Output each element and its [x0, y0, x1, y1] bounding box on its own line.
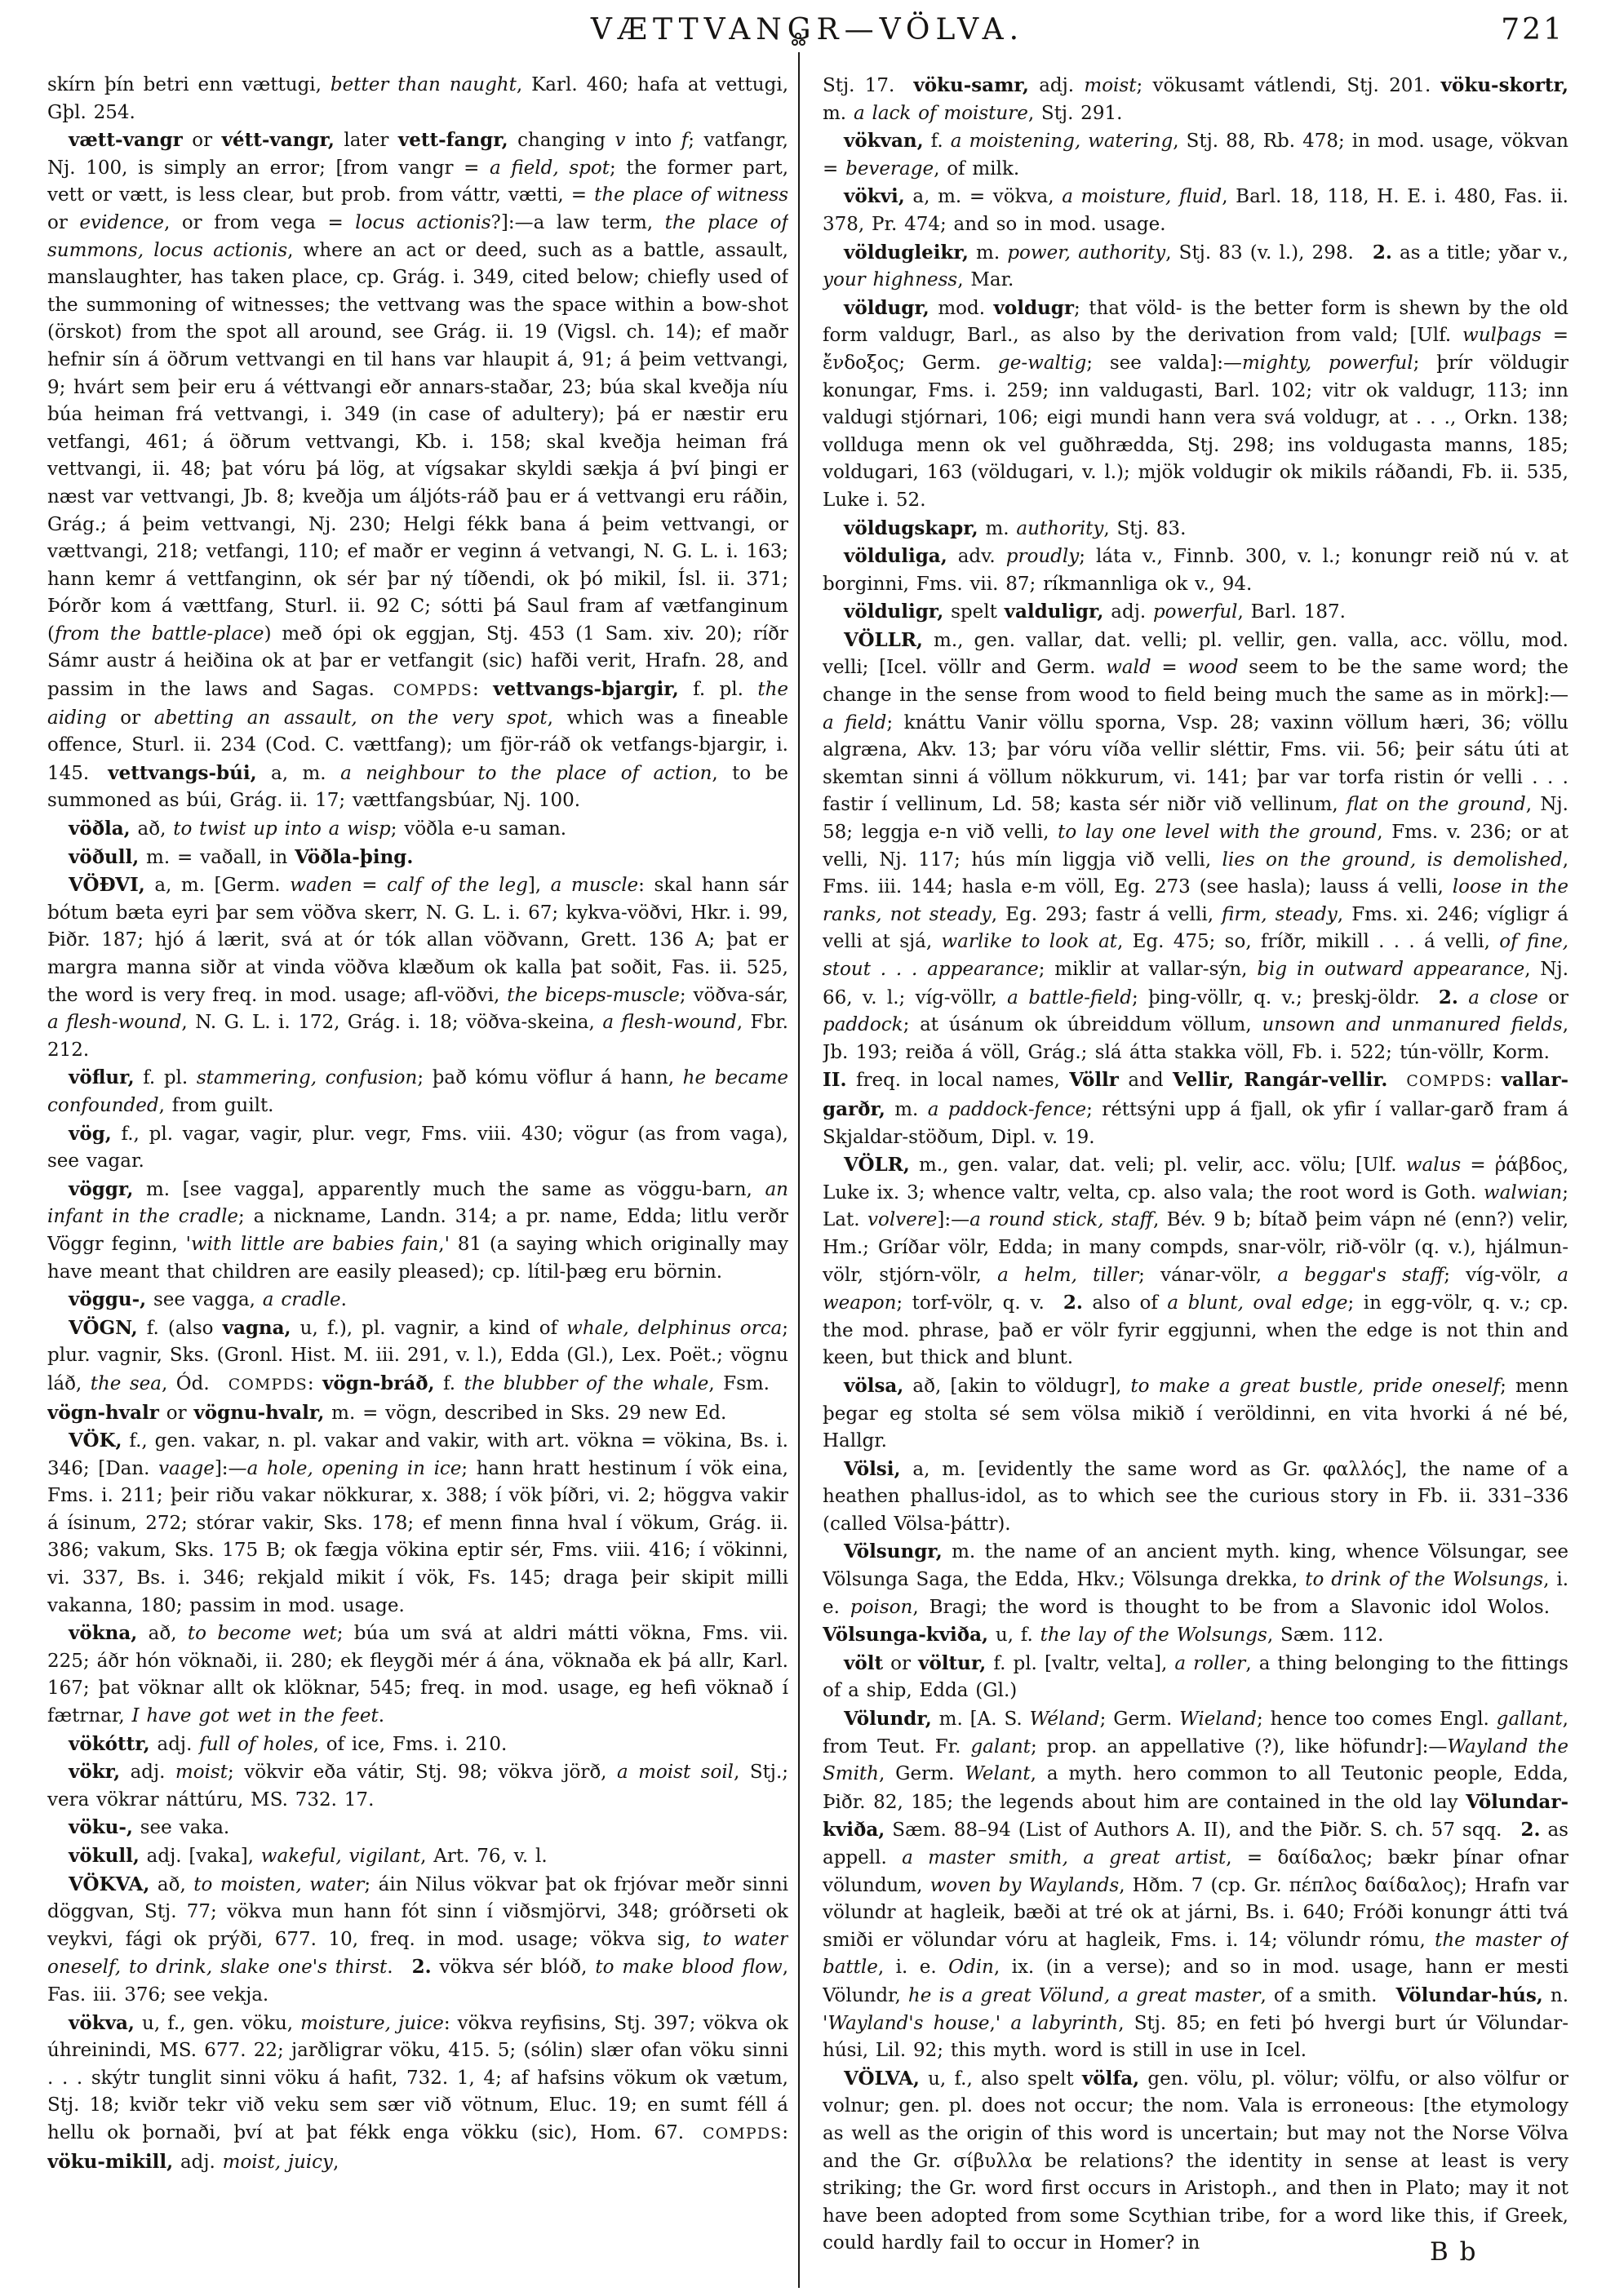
right-column	[823, 72, 1568, 2288]
trefoil-ornament-icon	[791, 33, 807, 47]
dictionary-entry: vöggu-, see vagga, a cradle.	[69, 1288, 347, 1311]
dictionary-entry: völduligr, spelt valduligr, adj. powerful, Barl. 187.	[844, 601, 1346, 623]
dictionary-entry: völdugskapr, m. authority, Stj. 83.	[844, 516, 1187, 539]
dictionary-entry: vökna, að, to become wet; búa um svá at aldri mátti vökna, Fms. vii. 225; áðr hón vöknaði, ii. 280; ek fleygði mér á ána, vöknaða ek þá allr, Karl. 167; þat vöknar allt ok klöknar, 545; freq. in mod. usage, eg hefi vöknað í fætrnar, I have got wet in the feet.	[47, 1622, 788, 1727]
page-number: 721	[1501, 13, 1564, 47]
dictionary-entry: Völsi, a, m. [evidently the same word as Gr. φαλλός], the name of a heathen phallus-idol, as to which see the curious story in Fb. ii. 331–336 (called Völsa-þáttr).	[823, 1457, 1568, 1535]
dictionary-entry: VÖLVA, u, f., also spelt völfa, gen. völu, pl. völur; völfu, or also völfur or volnur; gen. pl. does not occur; the nom. Vala is erroneous: [the etymology as well as the origin of this word is uncertain; but may not the Norse Völva and the Gr. σίβυλλα be relations? the identity in sense at least is very striking; the Gr. word first occurs in Aristoph., and then in Plato; may it not have been adopted from some Scythian tribe, for a word like this, if Greek, could hardly fail to occur in Homer? in	[823, 2067, 1568, 2254]
dictionary-entry: vætt-vangr or vétt-vangr, later vett-fangr, changing v into f; vatfangr, Nj. 100, is simply an error; [from vangr = a field, spot; the former part, vett or vætt, is less clear, but prob. from váttr, vætti, = the place of witness or evidence, or from vega = locus actionis?]:—a law term, the place of summons, locus actionis, where an act or deed, such as a battle, assault, manslaughter, has taken place, cp. Grág. i. 349, cited below; chiefly used of the summoning of witnesses; the vettvang was the space within a bow-shot (örskot) from the spot all around, see Grág. ii. 19 (Vigsl. ch. 14); ef maðr hefnir sín á öðrum vettvangi en til hans var hlaupit á, 91; á þeim vettvangi, 9; hvárt sem þeir eru á véttvangi eðr annars-staðar, 23; búa skal kveðja níu búa heiman frá vettvangi, i. 349 (in case of adultery); þá er næstir eru vetfangi, 461; á öðrum vettvangi, Kb. i. 158; skal kveðja heiman frá vettvangi, ii. 48; þat vóru þá lög, at vígsakar skyldi sækja á því þingi er næst var vettvangi, Jb. 8; kveðja um áljóts-ráð þau er á vettvangi eru ráðin, Grág.; á þeim vettvangi, Nj. 230; Helgi fékk bana á þeim vettvangi, or vættvangi, 218; vetfangi, 110; ef maðr er veginn á vetvangi, N. G. L. i. 163; hann kemr á vettfanginn, ok sér þar ný tíðendi, ok þó mikil, Ísl. ii. 371; Þórðr kom á vættfang, Sturl. ii. 92 C; sótti þá Saul fram af vætfanginum (from the battle-place) með ópi ok eggjan, Stj. 453 (1 Sam. xiv. 20); ríðr Sámr austr á heiðina ok at þar er vetfangit (sic) hafði verit, Hrafn. 28, and passim in the laws and Sagas. COMPDS: vettvangs-bjargir, f. pl. the aiding or abetting an assault, on the very spot, which was a fineable offence, Sturl. ii. 234 (Cod. C. vættfang); um fjör-ráð ok vetfangs-bjargir, i. 145. vettvangs-búi, a, m. a neighbour to the place of action, to be summoned as búi, Grág. ii. 17; vættfangsbúar, Nj. 100.	[47, 129, 788, 812]
dictionary-entry: vökr, adj. moist; vökvir eða vátir, Stj. 98; vökva jörð, a moist soil, Stj.; vera vökrar náttúru, MS. 732. 17.	[47, 1761, 788, 1811]
dictionary-entry: vöku-, see vaka.	[69, 1816, 230, 1839]
dictionary-entry: VÖÐVI, a, m. [Germ. waden = calf of the leg], a muscle: skal hann sár bótum bæta eyri þar sem vöðva skerr, N. G. L. i. 67; kykva-vöðvi, Hkr. i. 99, Þiðr. 187; hjó á lærit, svá at ór tók allan vöðvann, Grett. 136 A; þat er margra manna siðr at vinda vöðva klæðum ok kalla þat soðit, Fas. ii. 525, the word is very freq. in mod. usage; afl-vöðvi, the biceps-muscle; vöðva-sár, a flesh-wound, N. G. L. i. 172, Grág. i. 18; vöðva-skeina, a flesh-wound, Fbr. 212.	[47, 874, 788, 1061]
dictionary-entry: völdugleikr, m. power, authority, Stj. 83 (v. l.), 298. 2. as a title; yðar v., your highness, Mar.	[823, 241, 1568, 291]
dictionary-entry: Stj. 17. vöku-samr, adj. moist; vökusamt vátlendi, Stj. 201. vöku-skortr, m. a lack of moisture, Stj. 291.	[823, 74, 1568, 124]
dictionary-entry: vökóttr, adj. full of holes, of ice, Fms. i. 210.	[69, 1732, 508, 1755]
printer-signature: B b	[1430, 2237, 1478, 2267]
dictionary-entry: völsa, að, [akin to völdugr], to make a great bustle, pride oneself; menn þegar eg stolta sé sem völsa mikið í veröldinni, en vita hvorki á né bé, Hallgr.	[823, 1374, 1568, 1452]
dictionary-entry: vöggr, m. [see vagga], apparently much the same as vöggu-barn, an infant in the cradle; a nickname, Landn. 314; a pr. name, Edda; litlu verðr Vöggr feginn, 'with little are babies fain,' 81 (a saying which originally may have meant that children are easily pleased); cp. lítil-þæg eru börnin.	[47, 1177, 788, 1283]
dictionary-entry: vög, f., pl. vagar, vagir, plur. vegr, Fms. viii. 430; vögur (as from vaga), see vagar.	[47, 1122, 788, 1172]
dictionary-entry: völt or völtur, f. pl. [valtr, velta], a roller, a thing belonging to the fittings of a ship, Edda (Gl.)	[823, 1651, 1568, 1702]
column-divider-rule	[798, 52, 800, 2288]
dictionary-entry: VÖLLR, m., gen. vallar, dat. velli; pl. vellir, gen. valla, acc. völlu, mod. velli; [Icel. völlr and Germ. wald = wood seem to be the same word; the change in the sense from wood to field being much the same as in mörk]:—a field; knáttu Vanir völlu sporna, Vsp. 28; vaxinn völlum hæri, 36; völlu algræna, Akv. 13; þar vóru víða vellir sléttir, Fms. vii. 56; þeir sátu úti at skemtan sinni á völlum nökkurum, vi. 141; þar var torfa ristin ór velli . . . fastir í vellinum, Ld. 58; kasta sér niðr við vellinum, flat on the ground, Nj. 58; leggja e-n við velli, to lay one level with the ground, Fms. v. 236; or at velli, Nj. 117; hús mín liggja við velli, lies on the ground, is demolished, Fms. iii. 144; hasla e-m völl, Eg. 273 (see hasla); lauss á velli, loose in the ranks, not steady, Eg. 293; fastr á velli, firm, steady, Fms. xi. 246; vígligr á velli at sjá, warlike to look at, Eg. 475; so, fríðr, mikill . . . á velli, of fine, stout . . . appearance; miklir at vallar-sýn, big in outward appearance, Nj. 66, v. l.; víg-völlr, a battle-field; þing-völlr, q. v.; þreskj-öldr. 2. a close or paddock; at úsánum ok úbreiddum völlum, unsown and unmanured fields, Jb. 193; reiða á völl, Grág.; slá átta stakka völl, Fb. i. 522; tún-völlr, Korm. II. freq. in local names, Völlr and Vellir, Rangár-vellir. COMPDS: vallar-garðr, m. a paddock-fence; réttsýni upp á fjall, ok yfir í vallar-garð fram á Skjaldar-stöðum, Dipl. v. 19.	[823, 628, 1568, 1148]
left-column	[47, 72, 788, 2288]
dictionary-entry: VÖLR, m., gen. valar, dat. veli; pl. velir, acc. völu; [Ulf. walus = ῥάβδος, Luke ix. 3; whence valtr, velta, cp. also vala; the root word is Goth. walwian; Lat. volvere]:—a round stick, staff, Bév. 9 b; bítað þeim vápn né (enn?) velir, Hm.; Gríðar völr, Edda; in many compds, snar-völr, rið-völr (q. v.), hjálmun-völr, stjórn-völr, a helm, tiller; vánar-völr, a beggar's staff; víg-völr, a weapon; torf-völr, q. v. 2. also of a blunt, oval edge; in egg-völr, q. v.; cp. the mod. phrase, það er völr fyrir eggjunni, when the edge is not thin and keen, but thick and blunt.	[823, 1154, 1568, 1369]
dictionary-entry: Völsungr, m. the name of an ancient myth. king, whence Völsungar, see Völsunga Saga, the Edda, Hkv.; Völsunga drekka, to drink of the Wolsungs, i. e. poison, Bragi; the word is thought to be from a Slavonic idol Wolos. Völsunga-kviða, u, f. the lay of the Wolsungs, Sæm. 112.	[823, 1540, 1568, 1647]
dictionary-entry: vöðull, m. = vaðall, in Vöðla-þing.	[69, 845, 414, 868]
dictionary-entry: vökvan, f. a moistening, watering, Stj. 88, Rb. 478; in mod. usage, vökvan = beverage, of milk.	[823, 130, 1568, 180]
dictionary-entry: völdugr, mod. voldugr; that völd- is the better form is shewn by the old form valdugr, Barl., as also by the derivation from vald; [Ulf. wulþags = ἔνδοξος; Germ. ge-waltig; see valda]:—mighty, powerful; þrír völdugir konungar, Fms. i. 259; inn valdugasti, Barl. 102; vitr ok valdugr, 113; inn valdugi stjórnari, 106; eigi mundi hann vera svá voldugr, at . . ., Orkn. 138; vollduga menn ok vel guðhrædda, Stj. 298; ins voldugasta manns, 185; voldugari, 163 (völdugari, v. l.); mjök voldugir ok mikils ráðandi, Fb. ii. 535, Luke i. 52.	[823, 296, 1568, 511]
dictionary-entry: VÖKVA, að, to moisten, water; áin Nilus vökvar þat ok frjóvar meðr sinni döggvan, Stj. 77; vökva mun hann fót sinn í viðsmjörvi, 348; gróðrseti ok veykvi, fági ok prýði, 677. 10, freq. in mod. usage; vökva sig, to water oneself, to drink, slake one's thirst. 2. vökva sér blóð, to make blood flow, Fas. iii. 376; see vekja.	[47, 1873, 788, 2006]
dictionary-entry: VÖGN, f. (also vagna, u, f.), pl. vagnir, a kind of whale, delphinus orca; plur. vagnir, Sks. (Gronl. Hist. M. iii. 291, v. l.), Edda (Gl.), Lex. Poët.; vögnu láð, the sea, Ód. COMPDS: vögn-bráð, f. the blubber of the whale, Fsm. vögn-hvalr or vögnu-hvalr, m. = vögn, described in Sks. 29 new Ed.	[47, 1316, 788, 1424]
dictionary-entry: vöðla, að, to twist up into a wisp; vöðla e-u saman.	[69, 818, 567, 840]
dictionary-entry: vökull, adj. [vaka], wakeful, vigilant, Art. 76, v. l.	[69, 1845, 548, 1867]
dictionary-entry: völduliga, adv. proudly; láta v., Finnb. 300, v. l.; konungr reið nú v. at borginni, Fms. vii. 87; ríkmannliga ok v., 94.	[823, 545, 1568, 595]
dictionary-entry: vöflur, f. pl. stammering, confusion; það kómu vöflur á hann, he became confounded, from guilt.	[47, 1066, 788, 1116]
dictionary-entry: vökva, u, f., gen. vöku, moisture, juice: vökva reyfisins, Stj. 397; vökva ok úhreinindi, MS. 677. 22; jarðligrar vöku, 415. 5; (sólin) slær ofan vöku sinni . . . skýtr tunglit sinni vöku á hafit, 732. 1, 4; af hafsins vökum ok vætum, Stj. 18; kviðr tekr við veku sem sær við vötnum, Eluc. 19; en sumt féll á hellu ok þornaði, því at þat fékk enga vökku (sic), Hom. 67. COMPDS: vöku-mikill, adj. moist, juicy,	[47, 2011, 788, 2173]
dictionary-entry: vökvi, a, m. = vökva, a moisture, fluid, Barl. 18, 118, H. E. i. 480, Fas. ii. 378, Pr. 474; and so in mod. usage.	[823, 185, 1568, 235]
dictionary-entry: Völundr, m. [A. S. Wéland; Germ. Wieland; hence too comes Engl. gallant, from Teut. Fr. galant; prop. an appellative (?), like höfundr]:—Wayland the Smith, Germ. Welant, a myth. hero common to all Teutonic people, Edda, Þiðr. 82, 185; the legends about him are contained in the old lay Völundar-kviða, Sæm. 88–94 (List of Authors A. II), and the Þiðr. S. ch. 57 sqq. 2. as appell. a master smith, a great artist, = δαίδαλος; bækr þínar ofnar völundum, woven by Waylands, Hðm. 7 (cp. Gr. πέπλος δαίδαλος); Hrafn var völundr at hagleik, bæði at tré ok at járni, Bs. i. 640; Fróði konungr átti tvá smiði er völundar vóru at hagleik, Fms. i. 14; völundr rómu, the master of battle, i. e. Odin, ix. (in a verse); and so in mod. usage, hann er mesti Völundr, he is a great Völund, a great master, of a smith. Völundar-hús, n. 'Wayland's house,' a labyrinth, Stj. 85; en feti þó hvergi burt úr Völundar-húsi, Lil. 92; this myth. word is still in use in Icel.	[823, 1708, 1568, 2062]
dictionary-entry: skírn þín betri enn vættugi, better than naught, Karl. 460; hafa at vettugi, Gþl. 254.	[47, 74, 788, 123]
running-head: VÆTTVANGR—VÖLVA.	[590, 13, 1025, 47]
dictionary-entry: VÖK, f., gen. vakar, n. pl. vakar and vakir, with art. vökna = vökina, Bs. i. 346; [Dan. vaage]:—a hole, opening in ice; hann hratt hestinum í vök eina, Fms. i. 211; þeir riðu vakar nökkurar, x. 388; í vök þíðri, vi. 2; höggva vakir á ísinum, 272; stórar vakir, Sks. 178; ef menn finna hval í vökum, Grág. ii. 386; vakum, Sks. 175 B; ok fægja vökina eptir sér, Fms. viii. 416; í vökinni, vi. 337, Bs. i. 346; rekjald mikit í vök, Fs. 145; draga þeir skipit milli vakanna, 180; passim in mod. usage.	[47, 1429, 788, 1616]
